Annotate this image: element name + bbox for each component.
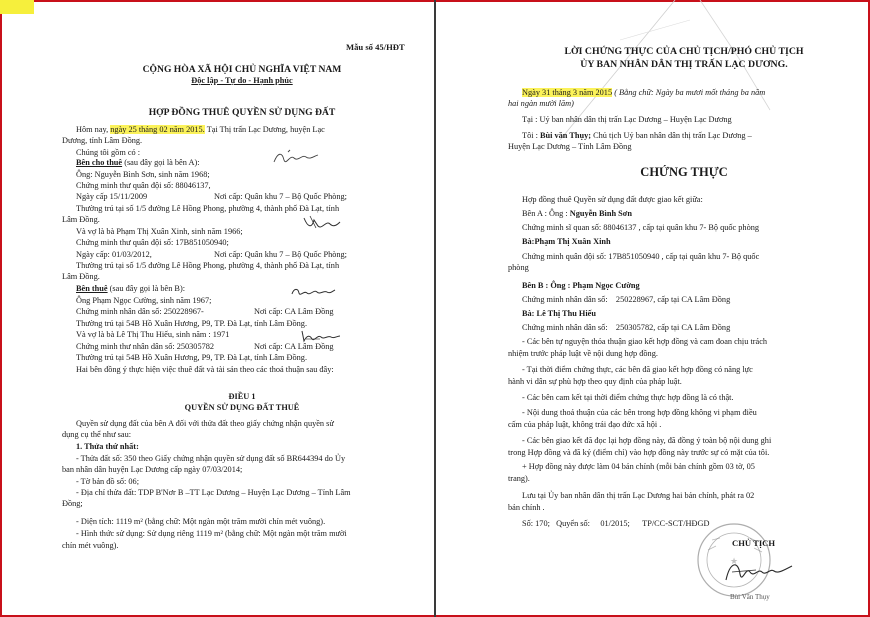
cert-line: - Các bên cam kết tại thời điểm chứng thực hợp đồng là có thật. (522, 393, 734, 402)
cert-line: Bà:Phạm Thị Xuân Xinh (522, 237, 611, 246)
contract-title: HỢP ĐỒNG THUÊ QUYỀN SỬ DỤNG ĐẤT (148, 107, 336, 118)
parcel-heading: 1. Thửa thứ nhất: (76, 442, 139, 451)
parcel-line: - Hình thức sử dụng: Sử dụng riêng 1119 m² (bằng chữ: Một ngàn một trăm mười (76, 529, 347, 538)
lessee-line: Nơi cấp: CA Lâm Đồng (254, 342, 334, 351)
registry-number: Số: 170; Quyển số: 01/2015; TP/CC-SCT/HĐGD (522, 519, 710, 528)
lessor-line: Lâm Đồng. (62, 215, 100, 224)
lessor-line: Ông: Nguyễn Bình Sơn, sinh năm 1968; (76, 170, 210, 179)
parcel-line: - Tờ bản đồ số: 06; (76, 477, 140, 486)
article-number: ĐIỀU 1 (228, 392, 256, 401)
nation-title: CỘNG HÒA XÃ HỘI CHỦ NGHĨA VIỆT NAM (142, 64, 342, 75)
lessee-line: Chứng minh nhân dân số: 250228967- (76, 307, 204, 316)
cert-date: Ngày 31 tháng 3 năm 2015 (522, 88, 613, 97)
cert-line: hành vi dân sự phù hợp theo quy định của pháp luật. (508, 377, 682, 386)
cert-line: - Nội dung thoả thuận của các bên trong hợp đồng không vi phạm điều (522, 408, 757, 417)
cert-line: Lưu tại Ủy ban nhân dân thị trấn Lạc Dương hai bản chính, phát ra 02 (522, 491, 755, 500)
lessee-line: Nơi cấp: CA Lâm Đồng (254, 307, 334, 316)
parties-intro: Chúng tôi gồm có : (76, 148, 141, 157)
lessor-line: Nơi cấp: Quân khu 7 – Bộ Quốc Phòng; (214, 192, 347, 201)
lessor-line: Thường trú tại số 1/5 đường Lê Hồng Phong, phường 4, thành phố Đà Lạt, tỉnh (76, 261, 340, 270)
highlight-mark (0, 0, 34, 14)
cert-line: + Hợp đồng này được làm 04 bản chính (mỗi bản chính gồm 03 tờ, 05 (522, 462, 755, 471)
lessor-line: Ngày cấp 15/11/2009 (76, 192, 148, 201)
contract-date: ngày 25 tháng 02 năm 2015. (110, 125, 205, 134)
parcel-line: ban nhân dân huyện Lạc Dương cấp ngày 07/03/2014; (62, 465, 243, 474)
svg-text:★: ★ (729, 556, 739, 566)
signature-lessor (272, 148, 320, 168)
lessor-line: Thường trú tại số 1/5 đường Lê Hồng Phong, phường 4, thành phố Đà Lạt, tỉnh (76, 204, 340, 213)
lessor-line: Chứng minh thư quân đội số: 88046137, (76, 181, 211, 190)
cert-line: - Các bên giao kết đã đọc lại hợp đồng này, đã đồng ý toàn bộ nội dung ghi (522, 436, 772, 445)
cert-heading: CHỨNG THỰC (640, 165, 728, 179)
cert-line: nhiệm trước pháp luật về nội dung hợp đồng. (508, 349, 658, 358)
lessor-line: Ngày cấp: 01/03/2012, (76, 250, 152, 259)
contract-page (62, 0, 422, 613)
cert-line: trong Hợp đồng và đã ký (điểm chỉ) vào hợp đồng này trước sự có mặt của tôi. (508, 448, 770, 457)
cert-date-words: hai ngàn mười lăm) (508, 99, 574, 108)
cert-line: - Tại thời điểm chứng thực, các bên đã giao kết hợp đồng có năng lực (522, 365, 753, 374)
signer-name-print: Bùi Văn Thụy (730, 593, 770, 601)
signature-lessee-spouse (300, 327, 342, 345)
signature-lessor-spouse (302, 214, 342, 232)
cert-line: - Các bên tự nguyện thỏa thuận giao kết hợp đồng và cam đoan chịu trách (522, 337, 768, 346)
parcel-line: - Địa chỉ thửa đất: TDP B'Nơr B –TT Lạc Dương – Huyện Lạc Dương – Tỉnh Lâm (76, 488, 351, 497)
cert-header-2: ỦY BAN NHÂN DÂN THỊ TRẤN LẠC DƯƠNG. (580, 59, 788, 70)
cert-line: Chứng minh nhân dân số: 250228967, cấp tại CA Lâm Đồng (522, 295, 731, 304)
lessor-line: Chứng minh thư quân đội số: 17B851050940; (76, 238, 229, 247)
cert-line: bản chính . (508, 503, 545, 512)
intro-line-2: Dương, tỉnh Lâm Đồng. (62, 136, 143, 145)
cert-line: phòng (508, 263, 529, 272)
parcel-line: - Diện tích: 1119 m² (bằng chữ: Một ngàn một trăm mười chín mét vuông). (76, 517, 326, 526)
lessee-line: Thường trú tại 54B Hồ Xuân Hương, P9, TP. Đà Lạt, tỉnh Lâm Đồng. (76, 353, 308, 362)
cert-line: Bà: Lê Thị Thu Hiếu (522, 309, 596, 318)
agreement-line: Hai bên đồng ý thực hiện việc thuê đất và tài sản theo các thoả thuận sau đây: (76, 365, 334, 374)
lessor-heading: Bên cho thuê (sau đây gọi là bên A): (76, 158, 200, 167)
lessee-line: Ông Phạm Ngọc Cường, sinh năm 1967; (76, 296, 212, 305)
cert-line: Chứng minh quân đội số: 17B851050940 , cấp tại quân khu 7- Bộ quốc (522, 252, 760, 261)
party-b-line: Bên B : Ông : Phạm Ngọc Cường (522, 281, 640, 290)
intro-line: Hôm nay, ngày 25 tháng 02 năm 2015. Tại Thị trấn Lạc Dương, huyện Lạc (76, 125, 325, 134)
lessee-line: Chứng minh thư nhân dân số: 250305782 (76, 342, 215, 351)
article-text: Quyền sử dụng đất của bên A đối với thửa đất theo giấy chứng nhận quyền sử (76, 419, 334, 428)
parcel-line: - Thửa đất số: 350 theo Giấy chứng nhận quyền sử dụng đất số BR644394 do Ủy (76, 454, 346, 463)
parcel-line: Đồng; (62, 499, 83, 508)
party-a-line: Bên A : Ông : Nguyễn Bình Sơn (522, 209, 632, 218)
cert-header-1: LỜI CHỨNG THỰC CỦA CHỦ TỊCH/PHÓ CHỦ TỊCH (564, 46, 804, 57)
chairman-signature (722, 556, 796, 588)
lessee-line: Và vợ là bà Lê Thị Thu Hiếu, sinh năm : 1971 (76, 330, 230, 339)
lessor-line: Nơi cấp: Quân khu 7 – Bộ Quốc Phòng; (214, 250, 347, 259)
certifier-line: Tôi : Bùi văn Thụy; Chủ tịch Uỷ ban nhân dân thị trấn Lạc Dương – (522, 131, 752, 140)
motto: Độc lập - Tự do - Hạnh phúc (191, 76, 293, 85)
lessor-line: Lâm Đồng. (62, 272, 100, 281)
parcel-line: chín mét vuông). (62, 541, 119, 550)
certifier-line-2: Huyện Lạc Dương – Tỉnh Lâm Đồng (508, 142, 632, 151)
lessee-heading: Bên thuê (sau đây gọi là bên B): (76, 284, 186, 293)
cert-line: Chứng minh nhân dân số: 250305782, cấp tại CA Lâm Đồng (522, 323, 731, 332)
cert-line: Hợp đồng thuê Quyền sử dụng đất được giao kết giữa: (522, 195, 703, 204)
cert-line: cấm của pháp luật, không trái đạo đức xã hội . (508, 420, 662, 429)
cert-place: Tại : Uỷ ban nhân dân thị trấn Lạc Dương – Huyện Lạc Dương (522, 115, 732, 124)
signature-lessee (290, 284, 336, 300)
cert-line: Chứng minh sĩ quan số: 88046137 , cấp tại quân khu 7- Bộ quốc phòng (522, 223, 760, 232)
article-title: QUYỀN SỬ DỤNG ĐẤT THUÊ (184, 403, 300, 412)
cert-date-line: Ngày 31 tháng 3 năm 2015 ( Bằng chữ: Ngày ba mươi mốt tháng ba năm (522, 88, 766, 97)
form-number: Mẫu số 45/HĐT (346, 42, 405, 52)
cert-line: trang). (508, 474, 530, 483)
certification-page (508, 0, 860, 613)
article-text: dụng cụ thể như sau: (62, 430, 132, 439)
lessor-line: Và vợ là bà Phạm Thị Xuân Xinh, sinh năm 1966; (76, 227, 243, 236)
signer-title: CHỦ TỊCH (732, 538, 776, 548)
lessee-line: Thường trú tại 54B Hồ Xuân Hương, P9, TP. Đà Lạt, tỉnh Lâm Đồng. (76, 319, 308, 328)
page-divider (434, 0, 436, 617)
